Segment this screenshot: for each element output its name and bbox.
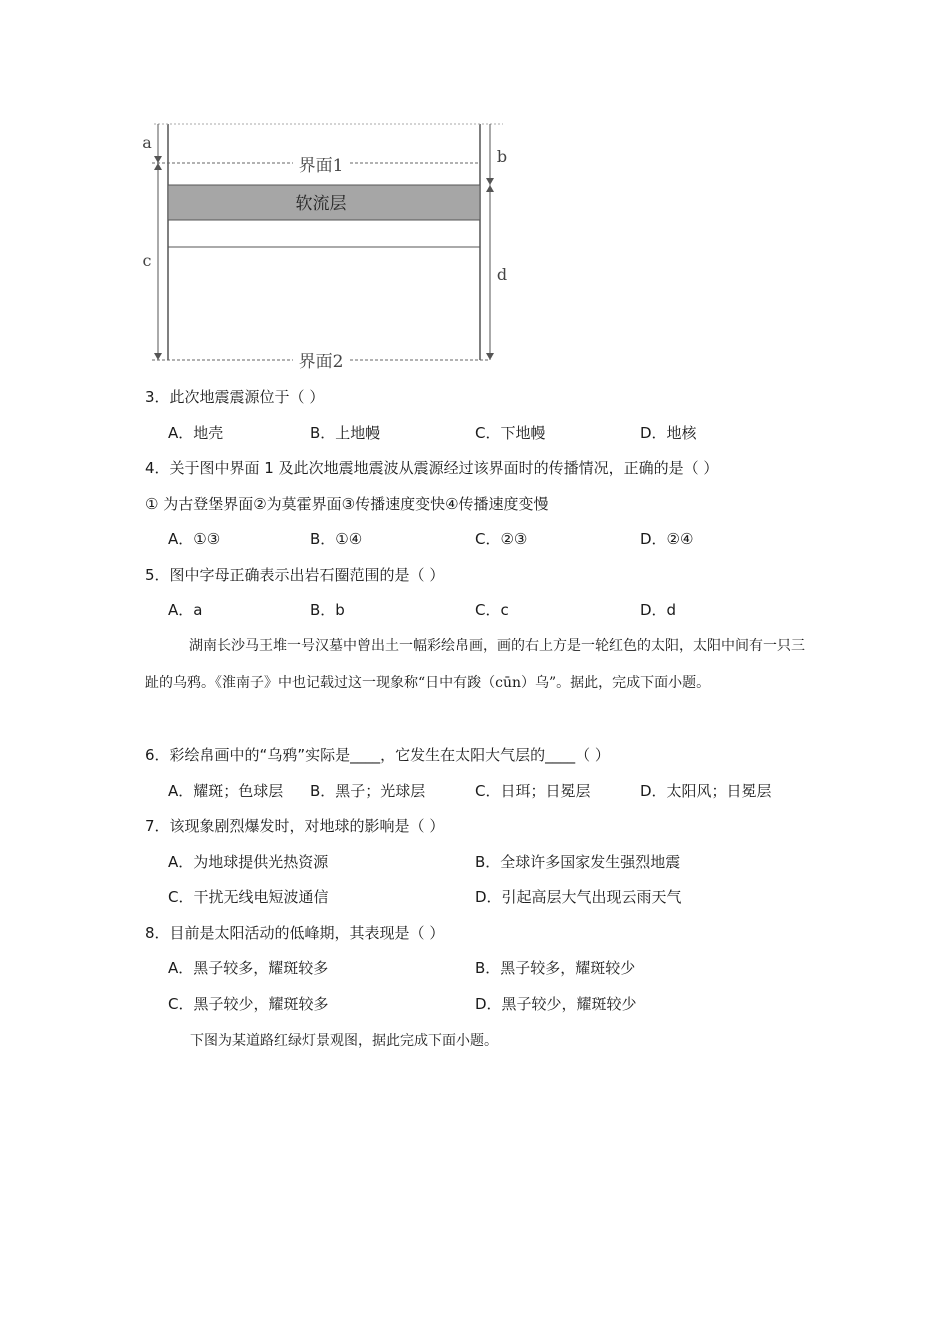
- asthenosphere-label: 软流层: [295, 194, 347, 214]
- question-4-stem: 4．关于图中界面 1 及此次地震地震波从震源经过该界面时的传播情况，正确的是（ ）: [145, 459, 719, 477]
- earth-layers-diagram: [138, 118, 518, 370]
- question-7-stem: 7．该现象剧烈爆发时，对地球的影响是（ ）: [145, 817, 445, 835]
- question-3-option-c[interactable]: C．下地幔: [475, 424, 546, 442]
- question-7-option-d[interactable]: D．引起高层大气出现云雨天气: [475, 888, 682, 906]
- question-8-option-b[interactable]: B．黑子较多，耀斑较少: [475, 959, 636, 977]
- range-arrow-b: [486, 124, 494, 185]
- question-7-option-c[interactable]: C．干扰无线电短波通信: [168, 888, 329, 906]
- question-3-option-a[interactable]: A．地壳: [168, 424, 224, 442]
- question-7-option-a[interactable]: A．为地球提供光热资源: [168, 853, 329, 871]
- question-4-option-c[interactable]: C．②③: [475, 530, 528, 548]
- question-4-option-b[interactable]: B．①④: [310, 530, 363, 548]
- label-d: d: [496, 265, 508, 284]
- question-6-stem: 6．彩绘帛画中的“乌鸦”实际是____，它发生在太阳大气层的____（ ）: [145, 746, 610, 764]
- range-arrow-d: [486, 185, 494, 360]
- question-4-statements: ① 为古登堡界面②为莫霍界面③传播速度变快④传播速度变慢: [145, 495, 549, 513]
- question-8-stem: 8．目前是太阳活动的低峰期，其表现是（ ）: [145, 924, 445, 942]
- reading-passage: 湖南长沙马王堆一号汉墓中曾出土一幅彩绘帛画，画的右上方是一轮红色的太阳，太阳中间有一只三趾的乌鸦。《淮南子》中也记载过这一现象称“日中有踆（cūn）乌”。据此，完成下面小题。: [145, 638, 805, 691]
- next-section-lead: 下图为某道路红绿灯景观图，据此完成下面小题。: [190, 1033, 498, 1049]
- interface2-label: 界面2: [298, 352, 344, 370]
- question-5-stem: 5．图中字母正确表示出岩石圈范围的是（ ）: [145, 566, 445, 584]
- question-6-option-c[interactable]: C．日珥；日冕层: [475, 782, 591, 800]
- question-3-stem: 3．此次地震震源位于（ ）: [145, 388, 325, 406]
- question-3-option-d[interactable]: D．地核: [640, 424, 697, 442]
- question-8-option-a[interactable]: A．黑子较多，耀斑较多: [168, 959, 329, 977]
- label-b: b: [496, 147, 508, 166]
- question-7-option-b[interactable]: B．全球许多国家发生强烈地震: [475, 853, 681, 871]
- question-5-option-d[interactable]: D．d: [640, 601, 677, 619]
- question-6-option-b[interactable]: B．黑子；光球层: [310, 782, 426, 800]
- question-5-option-a[interactable]: A．a: [168, 601, 203, 619]
- label-c: c: [142, 251, 152, 270]
- question-8-option-c[interactable]: C．黑子较少，耀斑较多: [168, 995, 329, 1013]
- interface1-label: 界面1: [298, 156, 344, 176]
- question-4-option-d[interactable]: D．②④: [640, 530, 694, 548]
- question-5-option-c[interactable]: C．c: [475, 601, 509, 619]
- question-3-option-b[interactable]: B．上地幔: [310, 424, 381, 442]
- label-a: a: [142, 133, 152, 152]
- range-arrow-a: [154, 124, 162, 163]
- question-6-option-d[interactable]: D．太阳风；日冕层: [640, 782, 772, 800]
- question-4-option-a[interactable]: A．①③: [168, 530, 221, 548]
- question-5-option-b[interactable]: B．b: [310, 601, 345, 619]
- question-8-option-d[interactable]: D．黑子较少，耀斑较少: [475, 995, 637, 1013]
- range-arrow-c: [154, 163, 162, 360]
- question-6-option-a[interactable]: A．耀斑；色球层: [168, 782, 284, 800]
